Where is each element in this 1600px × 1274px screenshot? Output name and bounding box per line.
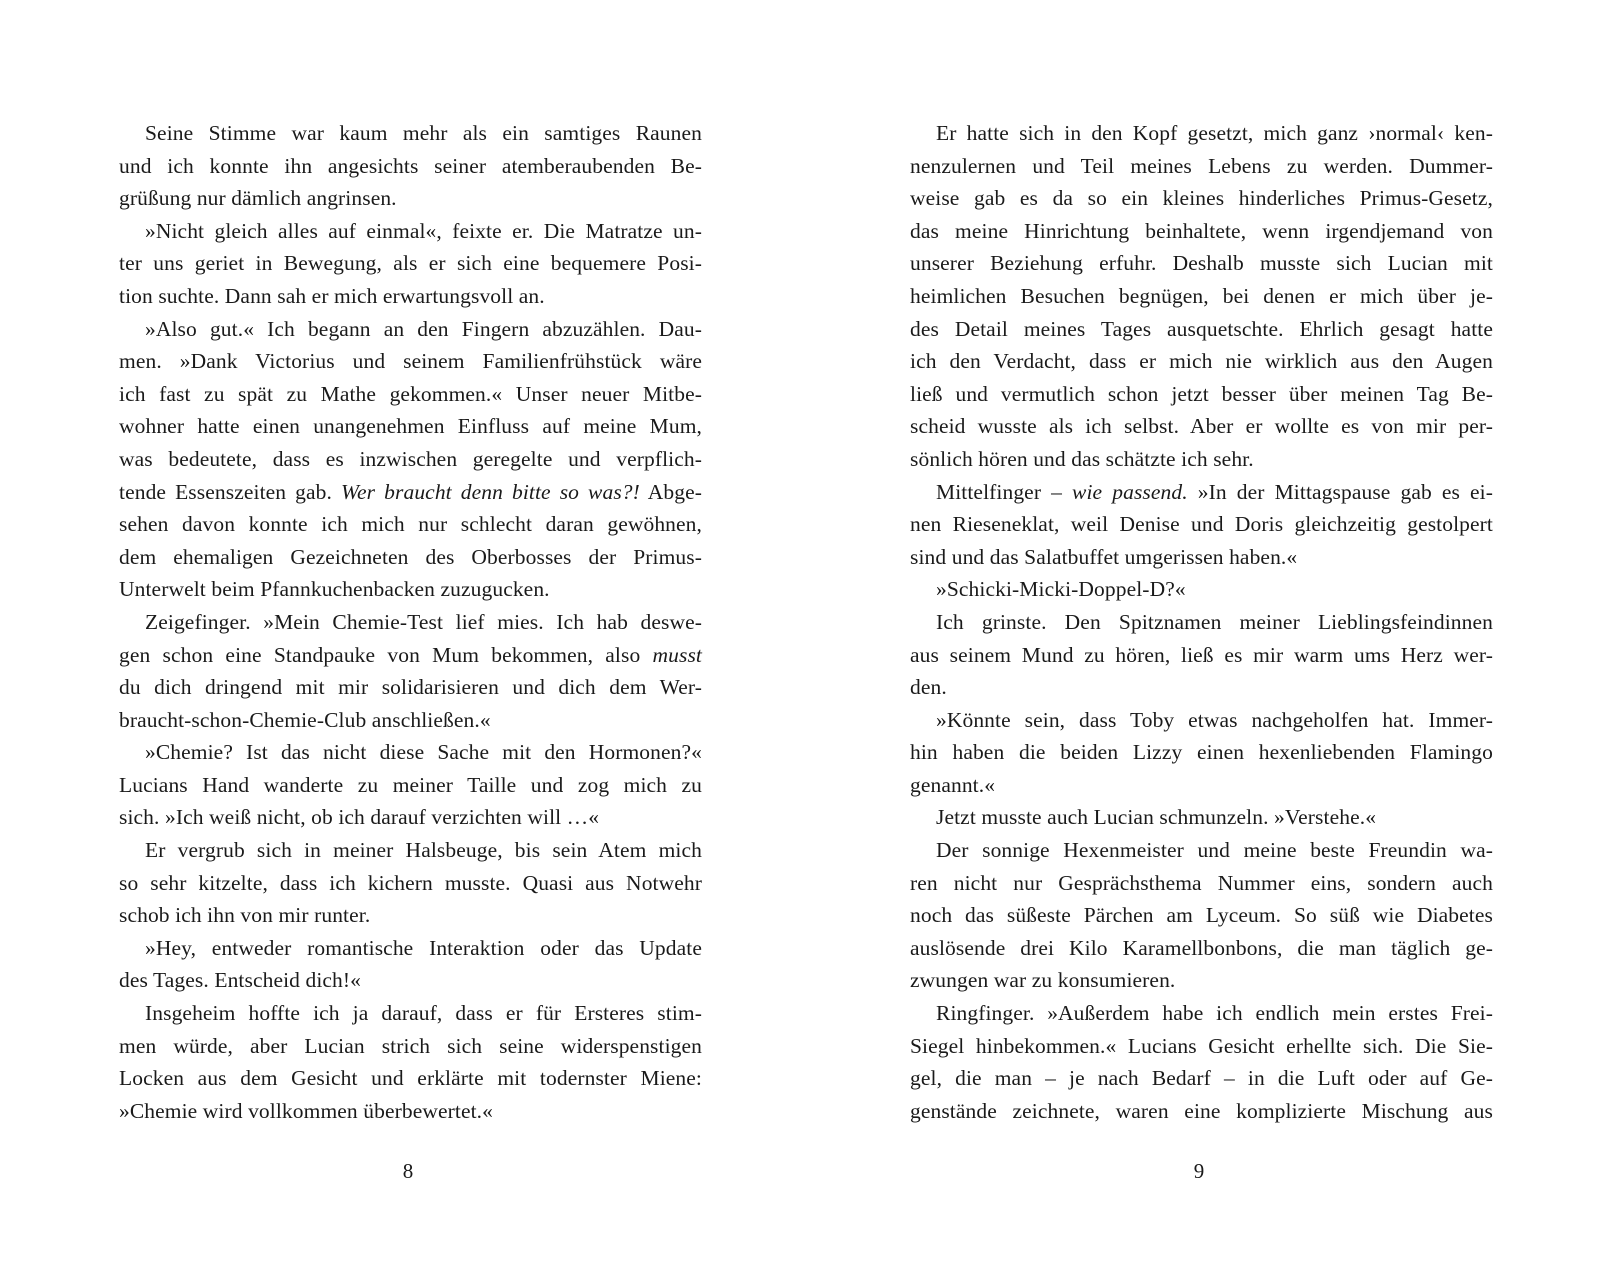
text-line	[119, 378, 702, 411]
text-segment: des Tages. Entscheid dich!«	[119, 968, 362, 993]
text-line	[910, 476, 1493, 509]
text-segment: sönlich hören und das schätzte ich sehr.	[910, 446, 1254, 471]
text-line	[910, 573, 1493, 606]
text-segment: »Also gut.« Ich begann an den Fingern abzuzählen. Dau-	[145, 316, 702, 341]
text-segment: und ich konnte ihn angesichts seiner atemberaubenden Be-	[119, 153, 702, 178]
text-line	[910, 867, 1493, 900]
text-line	[910, 541, 1493, 574]
text-segment: des Detail meines Tages ausquetschte. Ehrlich gesagt hatte	[910, 316, 1493, 341]
text-segment: was bedeutete, dass es inzwischen geregelte und verpflich-	[119, 446, 702, 471]
text-line	[119, 247, 702, 280]
right-page-text	[910, 117, 1494, 1123]
text-segment: tende Essenszeiten gab.	[119, 479, 341, 504]
text-line	[910, 899, 1493, 932]
text-line	[119, 508, 702, 541]
text-line	[910, 280, 1493, 313]
left-page-number: 8	[402, 1159, 414, 1183]
right-page-number: 9	[1193, 1159, 1205, 1183]
text-segment: Ringfinger. »Außerdem habe ich endlich mein erstes Frei-	[936, 1001, 1493, 1026]
text-line	[910, 215, 1493, 248]
text-line	[910, 1062, 1493, 1095]
text-segment: »Könnte sein, dass Toby etwas nachgeholfen hat. Immer-	[936, 707, 1493, 732]
text-line	[119, 736, 702, 769]
text-segment: Seine Stimme war kaum mehr als ein samtiges Raunen	[145, 121, 702, 145]
text-line	[119, 443, 702, 476]
text-segment: Unterwelt beim Pfannkuchenbacken zuzugucken.	[119, 577, 550, 602]
text-segment: hin haben die beiden Lizzy einen hexenliebenden Flamingo	[910, 740, 1493, 765]
text-line	[910, 1030, 1493, 1063]
text-line	[910, 671, 1493, 704]
text-segment: »Schicki-Micki-Doppel-D?«	[936, 577, 1186, 602]
text-line	[119, 1062, 702, 1095]
text-line	[910, 247, 1493, 280]
text-line	[119, 1030, 702, 1063]
text-segment: sind und das Salatbuffet umgerissen haben.«	[910, 544, 1298, 569]
text-segment: Der sonnige Hexenmeister und meine beste Freundin wa-	[936, 838, 1493, 863]
text-line	[119, 932, 702, 965]
text-segment: heimlichen Besuchen begnügen, bei denen er mich über je-	[910, 283, 1493, 308]
text-line	[119, 476, 702, 509]
text-line	[910, 1095, 1493, 1128]
text-segment: gel, die man – je nach Bedarf – in die Luft oder auf Ge-	[910, 1066, 1493, 1091]
text-line	[910, 345, 1493, 378]
text-line	[910, 313, 1493, 346]
text-segment: Zeigefinger. »Mein Chemie-Test lief mies. Ich hab deswe-	[145, 609, 702, 634]
text-line	[119, 150, 702, 183]
text-line	[910, 997, 1493, 1030]
text-line	[119, 639, 702, 672]
text-segment: dem ehemaligen Gezeichneten des Oberbosses der Primus-	[119, 544, 702, 569]
text-segment: nenzulernen und Teil meines Lebens zu werden. Dummer-	[910, 153, 1493, 178]
text-line	[910, 801, 1493, 834]
text-segment: auslösende drei Kilo Karamellbonbons, die man täglich ge-	[910, 935, 1493, 960]
text-segment: Locken aus dem Gesicht und erklärte mit todernster Miene:	[119, 1066, 702, 1091]
text-segment: Mittelfinger –	[936, 479, 1073, 504]
text-segment: »Nicht gleich alles auf einmal«, feixte er. Die Matratze un-	[145, 218, 702, 243]
text-line	[119, 704, 702, 737]
text-segment: wohner hatte einen unangenehmen Einfluss auf meine Mum,	[119, 414, 702, 439]
text-segment: unserer Beziehung erfuhr. Deshalb musste sich Lucian mit	[910, 251, 1493, 276]
text-segment: ich den Verdacht, dass er mich nie wirklich aus den Augen	[910, 349, 1493, 374]
text-line	[119, 410, 702, 443]
text-segment: men. »Dank Victorius und seinem Familienfrühstück wäre	[119, 349, 702, 374]
text-segment: ter uns geriet in Bewegung, als er sich eine bequemere Posi-	[119, 251, 702, 276]
text-line	[119, 182, 702, 215]
text-line	[119, 997, 702, 1030]
text-segment: du dich dringend mit mir solidarisieren und dich dem Wer-	[119, 675, 702, 700]
text-line	[119, 215, 702, 248]
text-line	[910, 932, 1493, 965]
text-line	[119, 573, 702, 606]
text-segment: ich fast zu spät zu Mathe gekommen.« Unser neuer Mitbe-	[119, 381, 702, 406]
text-segment: Abge-	[639, 479, 702, 504]
text-segment: »Hey, entweder romantische Interaktion oder das Update	[145, 935, 702, 960]
text-line	[910, 639, 1493, 672]
text-segment: genannt.«	[910, 772, 996, 797]
text-segment: grüßung nur dämlich angrinsen.	[119, 186, 397, 211]
text-segment: gen schon eine Standpauke von Mum bekommen, also	[119, 642, 653, 667]
text-line	[910, 150, 1493, 183]
italic-text: wie passend.	[1072, 479, 1188, 504]
text-line	[119, 964, 702, 997]
text-line	[119, 1095, 702, 1128]
text-line	[119, 671, 702, 704]
text-line	[119, 834, 702, 867]
text-line	[119, 867, 702, 900]
text-line	[119, 801, 702, 834]
text-segment: tion suchte. Dann sah er mich erwartungsvoll an.	[119, 283, 545, 308]
italic-text: musst	[652, 642, 702, 667]
text-segment: »Chemie? Ist das nicht diese Sache mit den Hormonen?«	[145, 740, 702, 765]
text-line	[119, 313, 702, 346]
text-segment: Jetzt musste auch Lucian schmunzeln. »Verstehe.«	[936, 805, 1377, 830]
text-segment: sich. »Ich weiß nicht, ob ich darauf verzichten will …«	[119, 805, 600, 830]
text-line	[119, 280, 702, 313]
text-segment: das meine Hinrichtung beinhaltete, wenn irgendjemand von	[910, 218, 1493, 243]
text-line	[910, 443, 1493, 476]
text-segment: schob ich ihn von mir runter.	[119, 903, 371, 928]
text-line	[910, 182, 1493, 215]
text-line	[910, 769, 1493, 802]
text-segment: men würde, aber Lucian strich sich seine widerspenstigen	[119, 1033, 702, 1058]
text-line	[119, 769, 702, 802]
text-line	[910, 834, 1493, 867]
left-page-text	[119, 117, 702, 1123]
text-segment: ren nicht nur Gesprächsthema Nummer eins, sondern auch	[910, 870, 1493, 895]
text-segment: nen Rieseneklat, weil Denise und Doris gleichzeitig gestolpert	[910, 512, 1493, 537]
text-segment: sehen davon konnte ich mich nur schlecht daran gewöhnen,	[119, 512, 702, 537]
text-line	[910, 704, 1493, 737]
text-line	[910, 117, 1493, 150]
italic-text: Wer braucht denn bitte so was?!	[341, 479, 640, 504]
text-segment: Er vergrub sich in meiner Halsbeuge, bis sein Atem mich	[145, 838, 702, 863]
text-segment: Er hatte sich in den Kopf gesetzt, mich ganz ›normal‹ ken-	[936, 121, 1493, 145]
text-line	[119, 606, 702, 639]
text-line	[119, 899, 702, 932]
text-segment: scheid wusste als ich selbst. Aber er wollte es von mir per-	[910, 414, 1493, 439]
text-segment: »In der Mittagspause gab es ei-	[1187, 479, 1494, 504]
text-segment: zwungen war zu konsumieren.	[910, 968, 1176, 993]
text-line	[910, 964, 1493, 997]
text-segment: genstände zeichnete, waren eine komplizierte Mischung aus	[910, 1098, 1493, 1123]
text-line	[119, 117, 702, 150]
text-segment: ließ und vermutlich schon jetzt besser über meinen Tag Be-	[910, 381, 1493, 406]
text-segment: noch das süßeste Pärchen am Lyceum. So süß wie Diabetes	[910, 903, 1493, 928]
text-segment: Siegel hinbekommen.« Lucians Gesicht erhellte sich. Die Sie-	[910, 1033, 1493, 1058]
text-line	[910, 410, 1493, 443]
text-line	[910, 736, 1493, 769]
text-segment: Ich grinste. Den Spitznamen meiner Lieblingsfeindinnen	[936, 609, 1493, 634]
text-segment: weise gab es da so ein kleines hinderliches Primus-Gesetz,	[910, 186, 1493, 211]
text-line	[910, 606, 1493, 639]
text-line	[910, 508, 1493, 541]
text-segment: den.	[910, 675, 947, 700]
text-line	[119, 541, 702, 574]
text-line	[910, 378, 1493, 411]
text-segment: Insgeheim hoffte ich ja darauf, dass er für Ersteres stim-	[145, 1001, 702, 1026]
text-segment: »Chemie wird vollkommen überbewertet.«	[119, 1098, 493, 1123]
text-line	[119, 345, 702, 378]
text-segment: aus seinem Mund zu hören, ließ es mir warm ums Herz wer-	[910, 642, 1493, 667]
text-segment: braucht-schon-Chemie-Club anschließen.«	[119, 707, 491, 732]
text-segment: Lucians Hand wanderte zu meiner Taille und zog mich zu	[119, 772, 702, 797]
text-segment: so sehr kitzelte, dass ich kichern musste. Quasi aus Notwehr	[119, 870, 702, 895]
